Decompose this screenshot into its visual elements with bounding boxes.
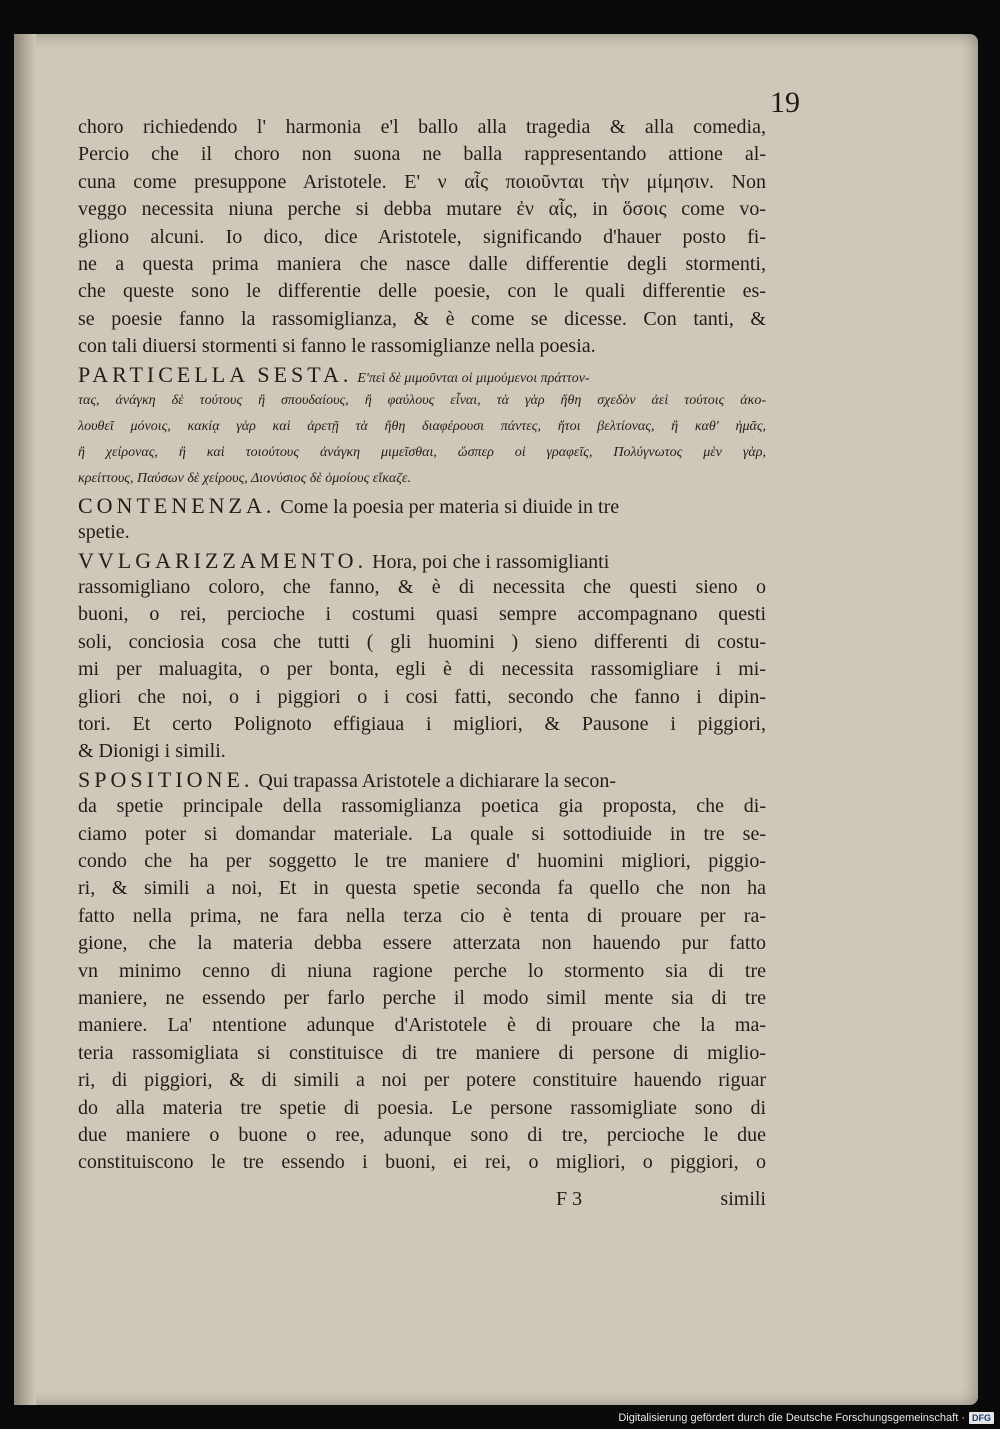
text-line: fatto nella prima, ne fara nella terza cio è tenta di prouare per ra- [78, 904, 766, 927]
text-line: Percio che il choro non suona ne balla rappresentando attione al- [78, 143, 766, 166]
text-line: ne a questa prima maniera che nasce dalle differentie degli stormenti, [78, 252, 766, 275]
text-line: buoni, o rei, percioche i costumi quasi sempre accompagnano questi [78, 603, 766, 626]
heading-particella: PARTICELLA SESTA. [78, 361, 353, 387]
text-line: gione, che la materia debba essere atterzata non hauendo pur fatto [78, 932, 766, 955]
greek-line: κρείττους, Παύσων δὲ χείρους, Διονύσιος δὲ ὁμοίους εἴκαζε. [78, 470, 411, 486]
text-line: condo che ha per soggetto le tre maniere d' huomini migliori, piggio- [78, 849, 766, 872]
text-line: ri, & simili a noi, Et in questa spetie seconda fa quello che non ha [78, 877, 766, 900]
text-line: constituiscono le tre essendo i buoni, ei rei, o migliori, o piggiori, o [78, 1151, 766, 1174]
text-line: che queste sono le differentie delle poesie, con le quali differentie es- [78, 280, 766, 303]
digitization-credit [590, 1410, 994, 1426]
vulgarizzamento-line [78, 547, 766, 574]
text-line: soli, conciosia cosa che tutti ( gli huomini ) sieno differenti di costu- [78, 630, 766, 653]
text-line: rassomigliano coloro, che fanno, & è di necessita che questi sieno o [78, 576, 766, 599]
greek-line: ἢ χείρονας, ἢ καὶ τοιούτους ἀνάγκη μιμεῖσθαι, ὥσπερ οἱ γραφεῖς, Πολύγνωτος μὲν γὰρ, [78, 444, 766, 460]
dfg-logo: DFG [969, 1412, 994, 1424]
page-gutter-shadow [14, 34, 36, 1405]
catchword: simili [720, 1188, 766, 1210]
text-line: due maniere o buone o ree, adunque sono di tre, percioche le due [78, 1123, 766, 1146]
credit-text: Digitalisierung gefördert durch die Deutsche Forschungsgemeinschaft · [618, 1412, 965, 1424]
text-line: tori. Et certo Polignoto effigiaua i migliori, & Pausone i piggiori, [78, 713, 766, 736]
heading-spositione: SPOSITIONE. [78, 766, 254, 792]
text-line: mi per maluagita, o per bonta, egli è di necessita rassomigliare i mi- [78, 658, 766, 681]
heading-vulgarizzamento: VVLGARIZZAMENTO. [78, 547, 368, 573]
text-line: maniere, ne essendo per farlo perche il modo simil mente sia di tre [78, 986, 766, 1009]
heading-contenenza: CONTENENZA. [78, 492, 276, 518]
text-line: choro richiedendo l' harmonia e'l ballo alla tragedia & alla comedia, [78, 116, 766, 138]
page-number: 19 [770, 86, 800, 119]
text-line: do alla materia tre spetie di poesia. Le persone rassomigliate sono di [78, 1096, 766, 1119]
page-footer [78, 1188, 766, 1218]
greek-line: λουθεῖ μόνοις, κακίᾳ γὰρ καὶ ἀρετῇ τὰ ἤθη διαφέρουσι πάντες, ἤτοι βελτίονας, ἢ καθ' ἡμᾶς, [78, 418, 766, 434]
greek-text: E'πεὶ δὲ μιμοῦνται οἱ μιμούμενοι πράττον- [357, 370, 590, 386]
text-line: vn minimo cenno di niuna ragione perche lo stormento sia di tre [78, 959, 766, 982]
text-line: veggo necessita niuna perche si debba mutare ἐν αἷς, in ὅσοις come vo- [78, 198, 766, 221]
contenenza-line [78, 492, 766, 519]
text-line: cuna come presuppone Aristotele. E' ν αἷς ποιοῦνται τὴν μίμησιν. Non [78, 170, 766, 193]
text-line: maniere. La' ntentione adunque d'Aristotele è di prouare che la ma- [78, 1014, 766, 1037]
text-line: da spetie principale della rassomiglianza poetica gia proposta, che di- [78, 795, 766, 818]
text-line: ciamo poter si domandar materiale. La quale si sottodiuide in tre se- [78, 822, 766, 845]
signature-mark: F 3 [556, 1188, 583, 1210]
text-block [78, 114, 766, 1177]
text-line: ri, di piggiori, & di simili a noi per potere constituire hauendo riguar [78, 1069, 766, 1092]
text-line: & Dionigi i simili. [78, 740, 226, 763]
text-line: gliono alcuni. Io dico, dice Aristotele, significando d'hauer posto fi- [78, 225, 766, 248]
spositione-text: Qui trapassa Aristotele a dichiarare la secon- [258, 769, 617, 792]
text-line: gliori che noi, o i piggiori o i cosi fatti, secondo che fanno i dipin- [78, 685, 766, 708]
spositione-line [78, 766, 766, 793]
text-line: se poesie fanno la rassomiglianza, & è come se dicesse. Con tanti, & [78, 307, 766, 330]
greek-line: τας, ἀνάγκη δὲ τούτους ἢ σπουδαίους, ἢ φαύλους εἶναι, τὰ γὰρ ἤθη σχεδὸν ἀεὶ τούτοις ἀκο- [78, 392, 766, 408]
contenenza-text: Come la poesia per materia si diuide in tre [280, 495, 620, 518]
particella-line [78, 361, 766, 388]
text-line: spetie. [78, 521, 130, 544]
text-line: teria rassomigliata si constituisce di tre maniere di persone di miglio- [78, 1041, 766, 1064]
text-line: con tali diuersi stormenti si fanno le rassomiglianze nella poesia. [78, 335, 596, 358]
vulgarizzamento-text: Hora, poi che i rassomiglianti [372, 550, 610, 573]
